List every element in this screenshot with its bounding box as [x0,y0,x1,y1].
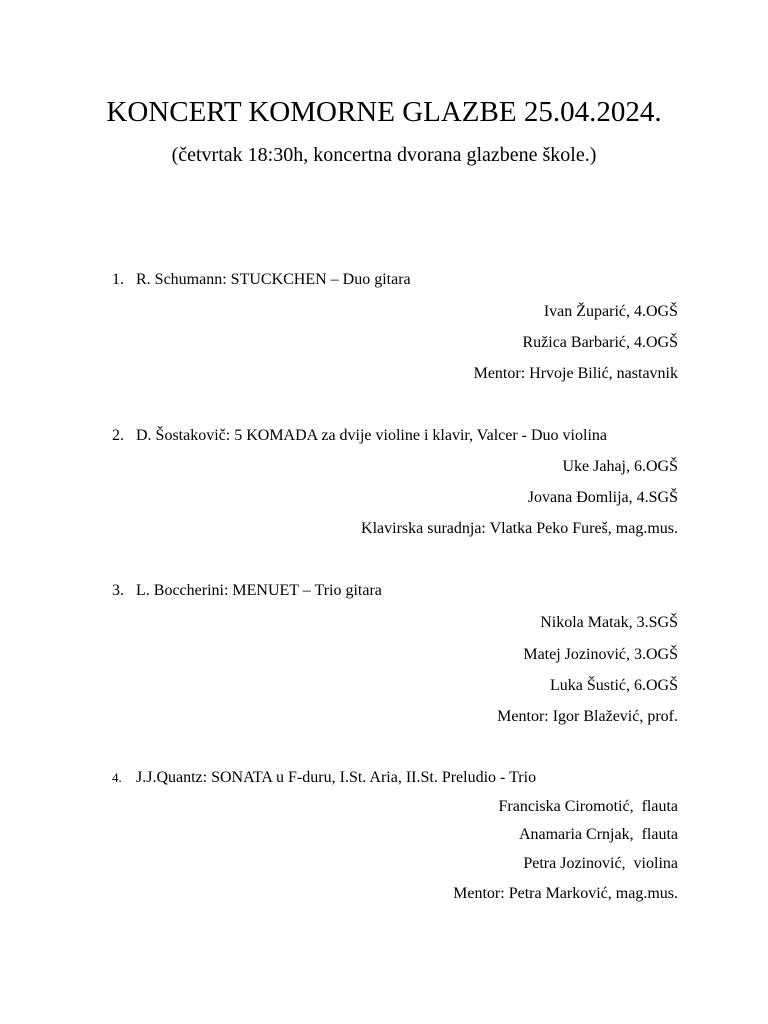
program-item-2 [112,426,607,446]
item-number: 4. [112,770,122,785]
performer-line: Franciska Ciromotić, flauta [498,798,678,815]
page-subtitle: (četvrtak 18:30h, koncertna dvorana glazbene škole.) [171,144,597,166]
item-number: 1. [112,271,124,288]
program-item-4 [112,768,536,788]
program-item-3 [112,581,382,601]
page-title: KONCERT KOMORNE GLAZBE 25.04.2024. [106,96,662,128]
performer-line: Matej Jozinović, 3.OGŠ [523,646,678,663]
performer-line: Uke Jahaj, 6.OGŠ [562,458,678,475]
performer-line: Nikola Matak, 3.SGŠ [540,614,678,631]
mentor-line: Mentor: Hrvoje Bilić, nastavnik [473,365,678,382]
item-piece: L. Boccherini: MENUET – Trio gitara [136,582,382,599]
performer-line: Anamaria Crnjak, flauta [518,826,678,843]
item-number: 3. [112,582,124,599]
performer-line: Ružica Barbarić, 4.OGŠ [522,334,678,351]
performer-line: Petra Jozinović, violina [523,855,678,872]
item-piece: R. Schumann: STUCKCHEN – Duo gitara [136,271,411,288]
item-piece: J.J.Quantz: SONATA u F-duru, I.St. Aria, II.St. Preludio - Trio [136,769,537,786]
mentor-line: Mentor: Petra Marković, mag.mus. [453,885,678,902]
item-number: 2. [112,427,124,444]
program-item-1 [112,270,411,290]
mentor-line: Mentor: Igor Blažević, prof. [497,708,678,725]
performer-line: Luka Šustić, 6.OGŠ [550,677,678,694]
item-piece: D. Šostakovič: 5 KOMADA za dvije violine i klavir, Valcer - Duo violina [136,427,607,444]
performer-line: Jovana Đomlija, 4.SGŠ [527,489,678,506]
performer-line: Ivan Župarić, 4.OGŠ [543,303,678,320]
accompanist-line: Klavirska suradnja: Vlatka Peko Fureš, mag.mus. [361,520,678,537]
